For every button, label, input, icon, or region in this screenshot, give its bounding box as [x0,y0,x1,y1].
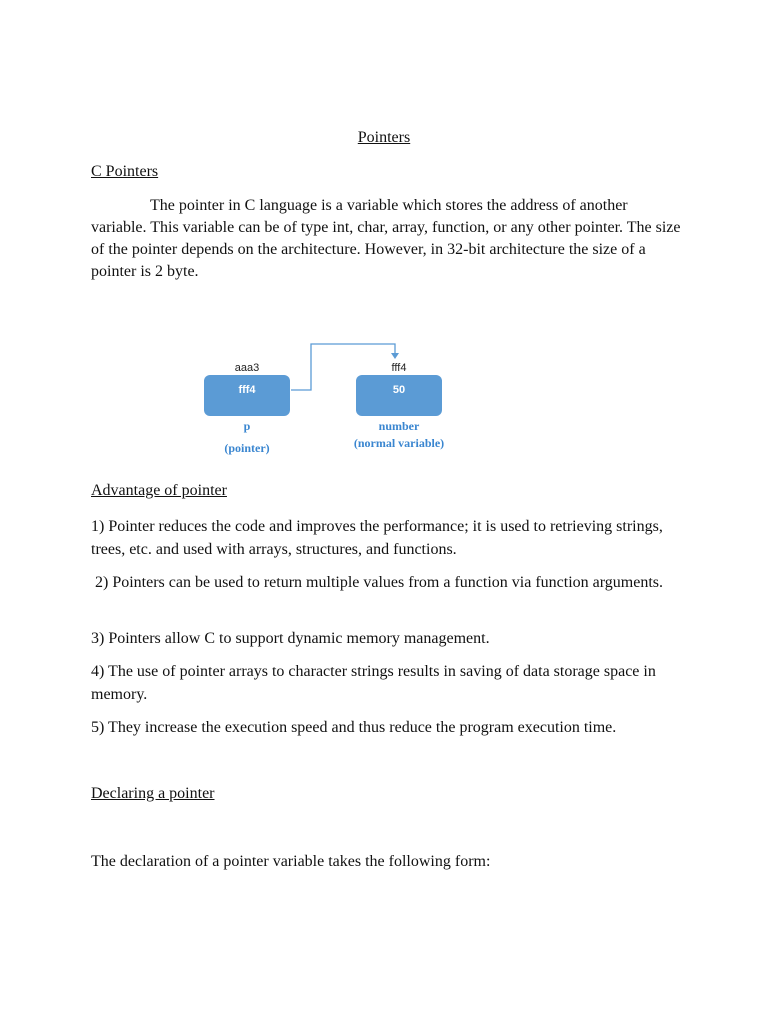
variable-box [356,375,442,416]
section-heading-advantages: Advantage of pointer [91,482,227,499]
intro-paragraph: The pointer in C language is a variable which stores the address of another variable. This variable can be of type int, char, array, function, or any other pointer. The size of the pointer depends on the architecture. However, in 32-bit architecture the size of a pointer is 2 byte. [91,197,681,280]
variable-type-label: (normal variable) [353,436,445,450]
pointer-name-label: p [243,419,251,433]
list-item: 3) Pointers allow C to support dynamic memory management. [91,630,490,647]
variable-address-label: fff4 [391,362,407,374]
list-item: 4) The use of pointer arrays to character strings results in saving of data storage space in memory. [91,663,656,703]
section-heading-declaring: Declaring a pointer [91,785,215,802]
variable-value: 50 [392,383,406,396]
pointer-address-label: aaa3 [234,362,260,374]
list-item: 5) They increase the execution speed and thus reduce the program execution time. [91,719,617,736]
page-title: Pointers [357,129,411,146]
variable-name-label: number [378,419,420,433]
pointer-diagram [195,335,465,465]
declaring-paragraph: The declaration of a pointer variable takes the following form: [91,853,491,870]
pointer-box [204,375,290,416]
list-item: 1) Pointer reduces the code and improves the performance; it is used to retrieving strings, trees, etc. and used with arrays, structures, and functions. [91,518,663,558]
list-item: 2) Pointers can be used to return multiple values from a function via function arguments. [91,574,664,591]
pointer-value: fff4 [238,383,256,396]
pointer-type-label: (pointer) [224,441,270,455]
section-heading-c-pointers: C Pointers [91,163,159,180]
